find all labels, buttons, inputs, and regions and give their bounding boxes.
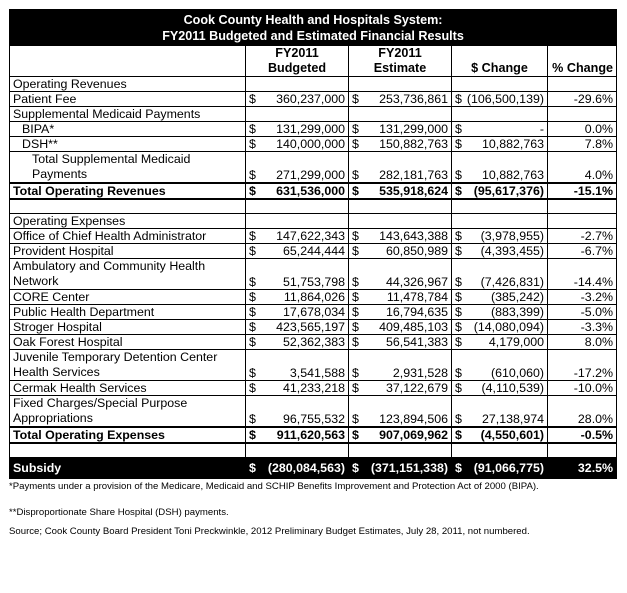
section-operating-expenses-label: Operating Expenses <box>10 214 246 229</box>
pct-change-cell: -14.4% <box>548 259 617 290</box>
row-label: Patient Fee <box>10 92 246 107</box>
estimate-cell-value: 282,181,763 <box>379 168 448 182</box>
currency-sign: $ <box>352 428 359 442</box>
footnote-dsh: **Disproportionate Share Hospital (DSH) payments. <box>9 507 229 518</box>
budgeted-cell-value: 423,565,197 <box>276 320 345 334</box>
estimate-cell-value: 123,894,506 <box>379 412 448 426</box>
row-patient-fee <box>10 92 617 107</box>
estimate-cell <box>349 137 452 152</box>
pct-change-cell: 7.8% <box>548 137 617 152</box>
currency-sign: $ <box>455 320 462 334</box>
currency-sign: $ <box>455 381 462 395</box>
financial-table <box>9 9 617 479</box>
section-operating-revenues-label: Operating Revenues <box>10 77 246 92</box>
change-cell <box>452 305 548 320</box>
row-bipa <box>10 122 617 137</box>
expense-row <box>10 305 617 320</box>
estimate-cell <box>349 350 452 381</box>
estimate-cell-value: 60,850,989 <box>385 244 448 258</box>
footnotes <box>9 480 616 538</box>
pct-change-cell: -0.5% <box>548 427 617 443</box>
estimate-cell <box>349 244 452 259</box>
row-label: Provident Hospital <box>10 244 246 259</box>
currency-sign: $ <box>455 305 462 319</box>
estimate-cell-value: (371,151,338) <box>370 461 448 475</box>
change-cell <box>452 137 548 152</box>
pct-change-cell: 0.0% <box>548 122 617 137</box>
change-cell-value: (95,617,376) <box>473 184 544 198</box>
row-label: Total Operating Expenses <box>10 427 246 443</box>
currency-sign: $ <box>352 168 359 182</box>
budgeted-cell <box>246 259 349 290</box>
title-line-2: FY2011 Budgeted and Estimated Financial Results <box>162 29 464 43</box>
row-label: Stroger Hospital <box>10 320 246 335</box>
pct-change-cell: 28.0% <box>548 396 617 428</box>
budgeted-cell <box>246 458 349 479</box>
currency-sign: $ <box>352 320 359 334</box>
estimate-cell <box>349 183 452 199</box>
change-cell-value: (106,500,139) <box>466 92 544 106</box>
change-cell-value: (14,080,094) <box>473 320 544 334</box>
row-label: Subsidy <box>10 458 246 479</box>
budgeted-cell-value: 96,755,532 <box>282 412 345 426</box>
currency-sign: $ <box>455 412 462 426</box>
pct-change-cell: -6.7% <box>548 244 617 259</box>
estimate-cell-value: 907,069,962 <box>379 428 448 442</box>
row-label <box>10 259 246 290</box>
budgeted-cell <box>246 427 349 443</box>
spacer-row <box>10 199 617 214</box>
estimate-cell-value: 16,794,635 <box>385 305 448 319</box>
row-label-line-2: Network <box>13 274 59 288</box>
change-cell <box>452 290 548 305</box>
currency-sign: $ <box>352 366 359 380</box>
budgeted-cell <box>246 320 349 335</box>
change-cell <box>452 229 548 244</box>
expense-row <box>10 259 617 290</box>
budgeted-cell <box>246 350 349 381</box>
change-cell-value: - <box>539 122 544 136</box>
change-cell-value: (385,242) <box>490 290 544 304</box>
currency-sign: $ <box>249 275 256 289</box>
estimate-cell <box>349 259 452 290</box>
estimate-cell <box>349 396 452 428</box>
section-operating-expenses <box>10 214 617 229</box>
currency-sign: $ <box>455 290 462 304</box>
row-label: BIPA* <box>10 122 246 137</box>
header-estimate-label: Estimate <box>373 61 427 75</box>
change-cell-value: (610,060) <box>490 366 544 380</box>
change-cell <box>452 320 548 335</box>
row-label: DSH** <box>10 137 246 152</box>
currency-sign: $ <box>455 229 462 243</box>
change-cell <box>452 244 548 259</box>
source-note: Source; Cook County Board President Toni Preckwinkle, 2012 Preliminary Budget Estimates, July 28, 2011, not numbered. <box>9 526 530 537</box>
row-label-line-1: Fixed Charges/Special Purpose <box>13 396 188 410</box>
budgeted-cell <box>246 381 349 396</box>
expense-row <box>10 335 617 350</box>
budgeted-cell-value: 147,622,343 <box>276 229 345 243</box>
title-line-1: Cook County Health and Hospitals System: <box>183 13 443 27</box>
header-budgeted-year: FY2011 <box>275 46 319 60</box>
estimate-cell <box>349 92 452 107</box>
currency-sign: $ <box>249 229 256 243</box>
change-cell <box>452 152 548 184</box>
expense-row <box>10 229 617 244</box>
row-label: Public Health Department <box>10 305 246 320</box>
budgeted-cell-value: 41,233,218 <box>282 381 345 395</box>
currency-sign: $ <box>249 168 256 182</box>
budgeted-cell <box>246 137 349 152</box>
row-label <box>10 350 246 381</box>
row-label: Cermak Health Services <box>10 381 246 396</box>
currency-sign: $ <box>455 137 462 151</box>
change-cell <box>452 259 548 290</box>
header-pct-change: % Change <box>548 46 617 77</box>
currency-sign: $ <box>352 244 359 258</box>
currency-sign: $ <box>455 92 462 106</box>
section-supplemental-medicaid-label: Supplemental Medicaid Payments <box>10 107 246 122</box>
row-label: Total Operating Revenues <box>10 183 246 199</box>
currency-sign: $ <box>352 137 359 151</box>
change-cell <box>452 381 548 396</box>
currency-sign: $ <box>249 412 256 426</box>
header-blank <box>10 46 246 77</box>
estimate-cell <box>349 381 452 396</box>
currency-sign: $ <box>455 275 462 289</box>
currency-sign: $ <box>249 244 256 258</box>
expense-row <box>10 381 617 396</box>
estimate-cell <box>349 427 452 443</box>
budgeted-cell <box>246 244 349 259</box>
budgeted-cell-value: 65,244,444 <box>282 244 345 258</box>
currency-sign: $ <box>455 168 462 182</box>
estimate-cell-value: 143,643,388 <box>379 229 448 243</box>
estimate-cell <box>349 152 452 184</box>
currency-sign: $ <box>352 412 359 426</box>
budgeted-cell <box>246 152 349 184</box>
change-cell-value: (7,426,831) <box>480 275 544 289</box>
footnote-bipa: *Payments under a provision of the Medicare, Medicaid and SCHIP Benefits Improvement and Protection Act of 2000 (BIPA). <box>9 481 539 492</box>
change-cell <box>452 350 548 381</box>
row-label-line-2: Payments <box>32 167 88 181</box>
currency-sign: $ <box>352 275 359 289</box>
budgeted-cell <box>246 92 349 107</box>
budgeted-cell <box>246 305 349 320</box>
currency-sign: $ <box>455 366 462 380</box>
table-title-row <box>10 10 617 46</box>
estimate-cell-value: 253,736,861 <box>379 92 448 106</box>
budgeted-cell-value: 271,299,000 <box>276 168 345 182</box>
expense-row <box>10 396 617 428</box>
estimate-cell <box>349 290 452 305</box>
expense-row <box>10 320 617 335</box>
row-label-line-1: Juvenile Temporary Detention Center <box>13 350 218 364</box>
pct-change-cell: 4.0% <box>548 152 617 184</box>
table-title <box>10 10 617 46</box>
header-estimate <box>349 46 452 77</box>
currency-sign: $ <box>249 92 256 106</box>
header-budgeted <box>246 46 349 77</box>
currency-sign: $ <box>455 244 462 258</box>
change-cell-value: 27,138,974 <box>481 412 544 426</box>
estimate-cell-value: 11,478,784 <box>386 290 448 304</box>
currency-sign: $ <box>455 428 462 442</box>
pct-change-cell: -17.2% <box>548 350 617 381</box>
column-header-row <box>10 46 617 77</box>
currency-sign: $ <box>455 122 462 136</box>
change-cell-value: (4,393,455) <box>480 244 544 258</box>
change-cell-value: 4,179,000 <box>488 335 544 349</box>
currency-sign: $ <box>249 305 256 319</box>
change-cell-value: 10,882,763 <box>481 137 544 151</box>
currency-sign: $ <box>455 461 462 475</box>
budgeted-cell-value: 11,864,026 <box>283 290 345 304</box>
row-label-line-2: Appropriations <box>13 411 93 425</box>
row-label: CORE Center <box>10 290 246 305</box>
currency-sign: $ <box>352 92 359 106</box>
estimate-cell <box>349 229 452 244</box>
pct-change-cell: -10.0% <box>548 381 617 396</box>
budgeted-cell-value: 360,237,000 <box>276 92 345 106</box>
estimate-cell <box>349 320 452 335</box>
budgeted-cell <box>246 183 349 199</box>
estimate-cell-value: 56,541,383 <box>385 335 448 349</box>
estimate-cell <box>349 335 452 350</box>
change-cell-value: (91,066,775) <box>473 461 544 475</box>
budgeted-cell <box>246 396 349 428</box>
pct-change-cell: -2.7% <box>548 229 617 244</box>
budgeted-cell <box>246 122 349 137</box>
change-cell <box>452 122 548 137</box>
change-cell-value: (3,978,955) <box>480 229 544 243</box>
currency-sign: $ <box>249 290 256 304</box>
pct-change-cell: -15.1% <box>548 183 617 199</box>
report <box>9 9 616 538</box>
row-label-line-1: Total Supplemental Medicaid <box>32 152 191 166</box>
budgeted-cell-value: 51,753,798 <box>282 275 345 289</box>
row-label <box>10 152 246 184</box>
change-cell <box>452 92 548 107</box>
estimate-cell-value: 2,931,528 <box>392 366 448 380</box>
estimate-cell-value: 131,299,000 <box>379 122 448 136</box>
pct-change-cell: -5.0% <box>548 305 617 320</box>
header-estimate-year: FY2011 <box>378 46 422 60</box>
change-cell <box>452 183 548 199</box>
currency-sign: $ <box>352 229 359 243</box>
header-budgeted-label: Budgeted <box>267 61 327 75</box>
expense-row <box>10 350 617 381</box>
budgeted-cell <box>246 290 349 305</box>
row-label-line-1: Ambulatory and Community Health <box>13 259 206 273</box>
pct-change-cell: -29.6% <box>548 92 617 107</box>
row-label: Oak Forest Hospital <box>10 335 246 350</box>
row-subsidy <box>10 458 617 479</box>
estimate-cell-value: 44,326,967 <box>385 275 448 289</box>
change-cell <box>452 458 548 479</box>
section-operating-revenues <box>10 77 617 92</box>
estimate-cell-value: 37,122,679 <box>385 381 448 395</box>
section-supplemental-medicaid <box>10 107 617 122</box>
budgeted-cell <box>246 335 349 350</box>
change-cell-value: (883,399) <box>490 305 544 319</box>
currency-sign: $ <box>249 184 256 198</box>
pct-change-cell: -3.2% <box>548 290 617 305</box>
budgeted-cell-value: 631,536,000 <box>276 184 345 198</box>
spacer-row <box>10 443 617 458</box>
row-dsh <box>10 137 617 152</box>
budgeted-cell-value: (280,084,563) <box>267 461 345 475</box>
currency-sign: $ <box>455 184 462 198</box>
row-total-operating-revenues <box>10 183 617 199</box>
currency-sign: $ <box>352 461 359 475</box>
estimate-cell <box>349 305 452 320</box>
currency-sign: $ <box>352 184 359 198</box>
row-total-operating-expenses <box>10 427 617 443</box>
currency-sign: $ <box>352 305 359 319</box>
expense-row <box>10 244 617 259</box>
currency-sign: $ <box>455 335 462 349</box>
estimate-cell-value: 535,918,624 <box>379 184 448 198</box>
pct-change-cell: 8.0% <box>548 335 617 350</box>
expense-row <box>10 290 617 305</box>
change-cell-value: 10,882,763 <box>481 168 544 182</box>
row-label: Office of Chief Health Administrator <box>10 229 246 244</box>
budgeted-cell-value: 3,541,588 <box>289 366 345 380</box>
currency-sign: $ <box>249 122 256 136</box>
currency-sign: $ <box>249 320 256 334</box>
change-cell <box>452 427 548 443</box>
change-cell <box>452 335 548 350</box>
currency-sign: $ <box>249 335 256 349</box>
currency-sign: $ <box>352 290 359 304</box>
pct-change-cell: 32.5% <box>548 458 617 479</box>
pct-change-cell: -3.3% <box>548 320 617 335</box>
row-label <box>10 396 246 428</box>
change-cell <box>452 396 548 428</box>
row-total-supplemental <box>10 152 617 184</box>
estimate-cell <box>349 122 452 137</box>
budgeted-cell-value: 17,678,034 <box>282 305 345 319</box>
estimate-cell-value: 409,485,103 <box>379 320 448 334</box>
budgeted-cell-value: 131,299,000 <box>276 122 345 136</box>
currency-sign: $ <box>249 366 256 380</box>
budgeted-cell <box>246 229 349 244</box>
currency-sign: $ <box>249 428 256 442</box>
currency-sign: $ <box>352 381 359 395</box>
header-change: $ Change <box>452 46 548 77</box>
currency-sign: $ <box>352 335 359 349</box>
estimate-cell <box>349 458 452 479</box>
currency-sign: $ <box>249 461 256 475</box>
budgeted-cell-value: 52,362,383 <box>282 335 345 349</box>
currency-sign: $ <box>249 137 256 151</box>
currency-sign: $ <box>352 122 359 136</box>
change-cell-value: (4,550,601) <box>480 428 544 442</box>
row-label-line-2: Health Services <box>13 365 100 379</box>
change-cell-value: (4,110,539) <box>481 381 544 395</box>
budgeted-cell-value: 140,000,000 <box>276 137 345 151</box>
estimate-cell-value: 150,882,763 <box>379 137 448 151</box>
budgeted-cell-value: 911,620,563 <box>276 428 345 442</box>
currency-sign: $ <box>249 381 256 395</box>
